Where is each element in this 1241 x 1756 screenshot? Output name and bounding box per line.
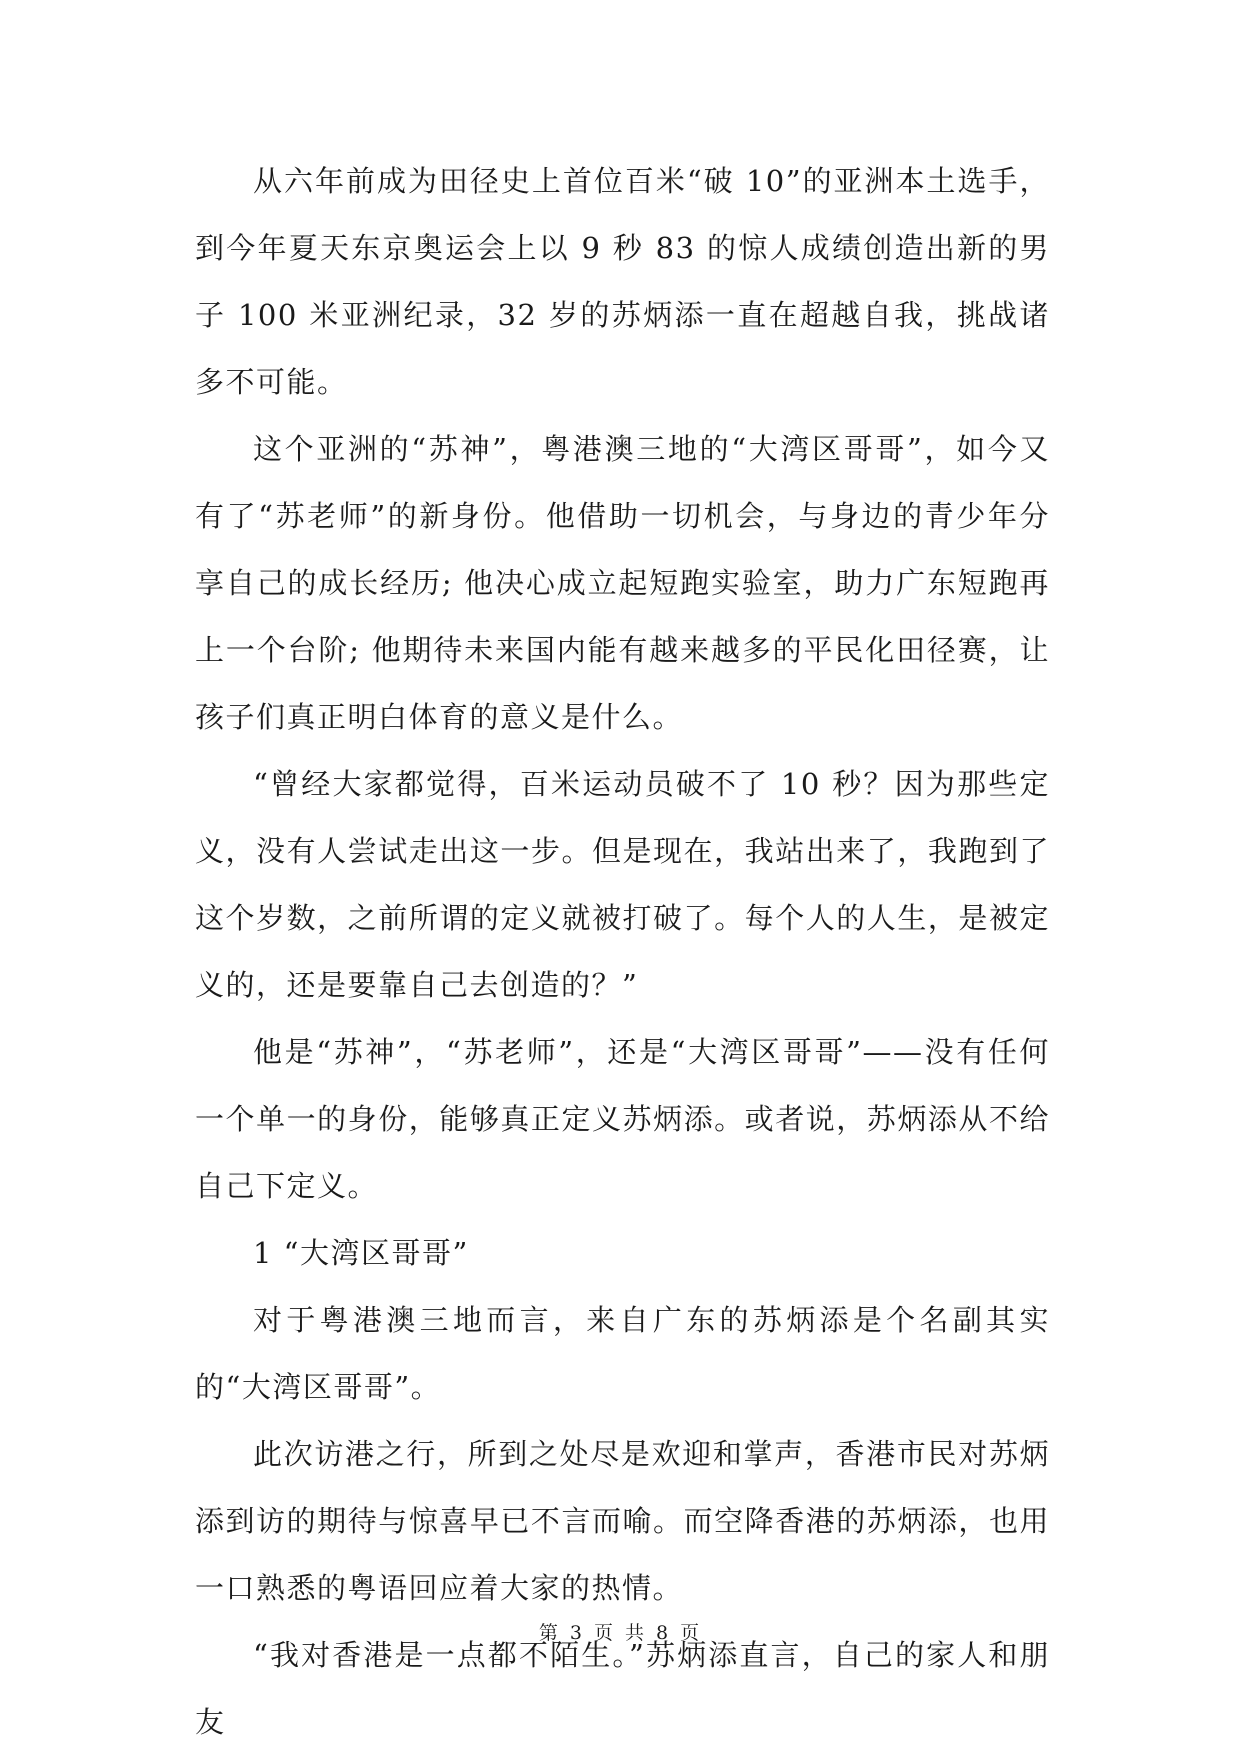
- paragraph-5: 对于粤港澳三地而言，来自广东的苏炳添是个名副其实的“大湾区哥哥”。: [195, 1303, 1050, 1404]
- paragraph-1: 从六年前成为田径史上首位百米“破 10”的亚洲本土选手，到今年夏天东京奥运会上以 9 秒 83 的惊人成绩创造出新的男子 100 米亚洲纪录，32 岁的苏炳添一直在超越自我，挑战诸多不可能。: [195, 164, 1050, 399]
- paragraph-7: “我对香港是一点都不陌生。”苏炳添直言，自己的家人和朋友: [195, 1638, 1050, 1739]
- paragraph-4: 他是“苏神”，“苏老师”，还是“大湾区哥哥”——没有任何一个单一的身份，能够真正定义苏炳添。或者说，苏炳添从不给自己下定义。: [195, 1035, 1050, 1203]
- paragraph-2: 这个亚洲的“苏神”，粤港澳三地的“大湾区哥哥”，如今又有了“苏老师”的新身份。他借助一切机会，与身边的青少年分享自己的成长经历; 他决心成立起短跑实验室，助力广东短跑再上一个台阶; 他期待未来国内能有越来越多的平民化田径赛，让孩子们真正明白体育的意义是什么。: [195, 432, 1050, 734]
- paragraph-3: “曾经大家都觉得，百米运动员破不了 10 秒？因为那些定义，没有人尝试走出这一步。但是现在，我站出来了，我跑到了这个岁数，之前所谓的定义就被打破了。每个人的人生，是被定义的，还是要靠自己去创造的？”: [195, 767, 1050, 1002]
- document-body: [195, 148, 1050, 1756]
- section-heading: 1 “大湾区哥哥”: [253, 1236, 469, 1270]
- page-footer: 第 3 页 共 8 页: [538, 1622, 703, 1644]
- paragraph-6: 此次访港之行，所到之处尽是欢迎和掌声，香港市民对苏炳添到访的期待与惊喜早已不言而喻。而空降香港的苏炳添，也用一口熟悉的粤语回应着大家的热情。: [195, 1437, 1050, 1605]
